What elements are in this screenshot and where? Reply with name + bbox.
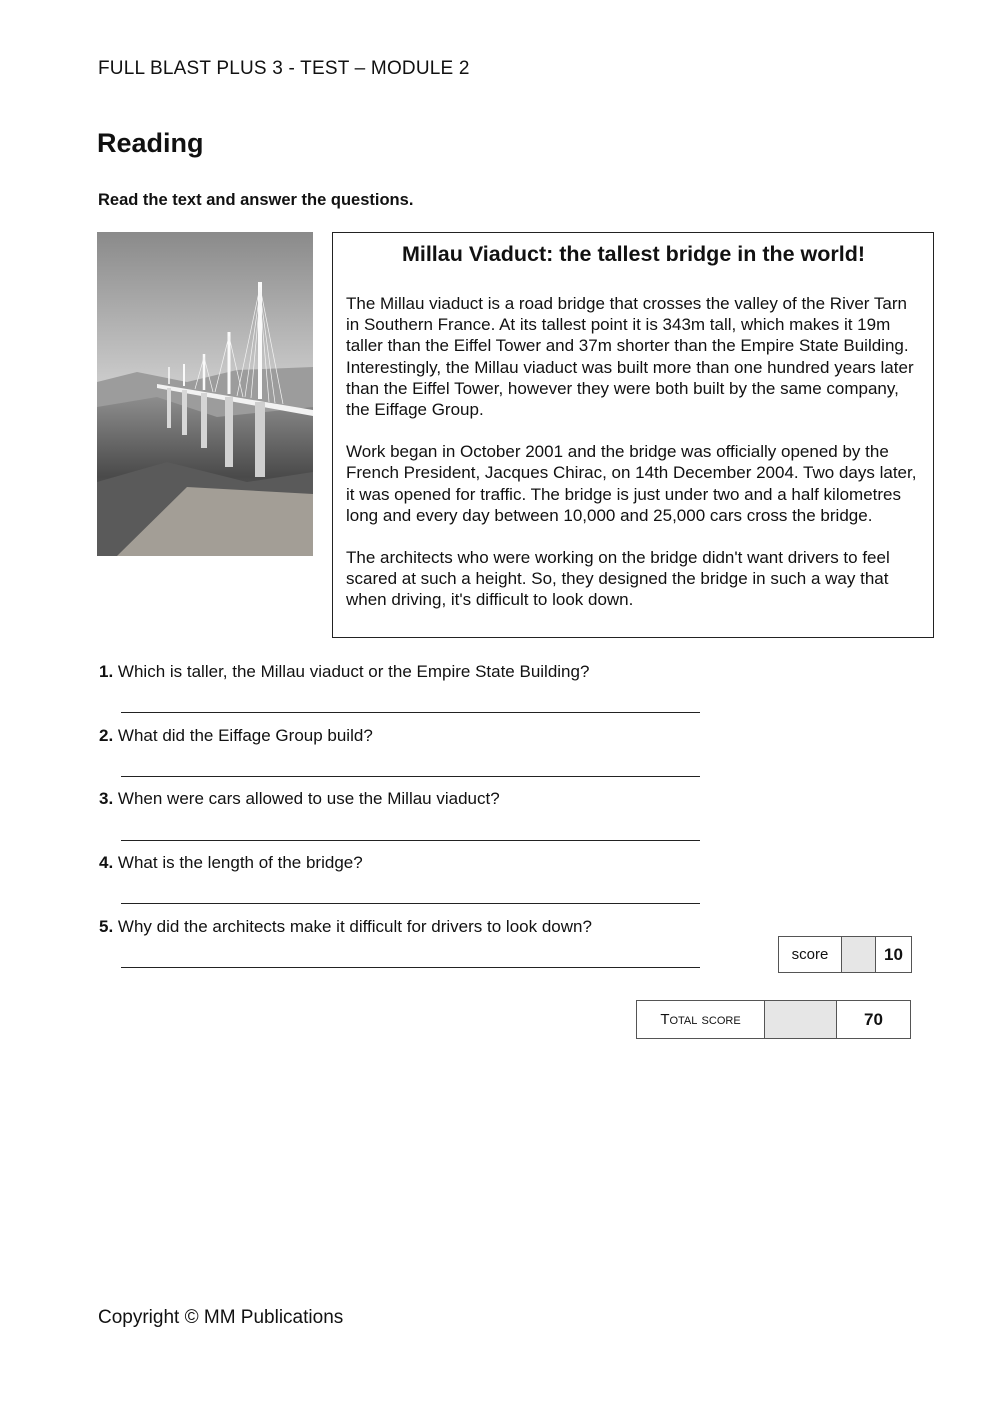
answer-line-2[interactable] xyxy=(121,776,700,777)
answer-line-4[interactable] xyxy=(121,903,700,904)
score-max: 10 xyxy=(876,937,912,973)
score-input[interactable] xyxy=(842,937,876,973)
question-number: 4. xyxy=(99,853,114,872)
total-score-label: Total score xyxy=(637,1001,765,1039)
article-paragraph: Work began in October 2001 and the bridge was officially opened by the French President, Jacques Chirac, on 14th December 2004. Two days later, it was opened for traffic. The bridge is just under two and a half kilometres long and every day between 10,000 and 25,000 cars cross the bridge. xyxy=(346,442,917,525)
question-number: 3. xyxy=(99,789,114,808)
question-4 xyxy=(99,853,363,873)
question-2 xyxy=(99,726,373,746)
total-score-input[interactable] xyxy=(765,1001,837,1039)
question-5 xyxy=(99,917,592,937)
question-text: What is the length of the bridge? xyxy=(117,853,363,872)
question-text: Why did the architects make it difficult for drivers to look down? xyxy=(117,917,592,936)
article-title: Millau Viaduct: the tallest bridge in the world! xyxy=(401,242,866,266)
total-score-box xyxy=(636,1000,911,1039)
question-1 xyxy=(99,662,589,682)
answer-line-5[interactable] xyxy=(121,967,700,968)
question-text: When were cars allowed to use the Millau viaduct? xyxy=(117,789,500,808)
copyright: Copyright © MM Publications xyxy=(98,1307,344,1328)
score-box xyxy=(778,936,912,973)
question-number: 5. xyxy=(99,917,114,936)
instruction: Read the text and answer the questions. xyxy=(98,191,414,209)
section-title: Reading xyxy=(97,128,204,158)
score-label: score xyxy=(779,937,842,973)
article-paragraph: The architects who were working on the bridge didn't want drivers to feel scared at such a height. So, they designed the bridge in such a way that when driving, it's difficult to look down. xyxy=(346,548,890,610)
question-text: What did the Eiffage Group build? xyxy=(117,726,373,745)
answer-line-1[interactable] xyxy=(121,712,700,713)
article-box xyxy=(332,232,934,638)
question-number: 2. xyxy=(99,726,114,745)
question-number: 1. xyxy=(99,662,114,681)
page-header: FULL BLAST PLUS 3 - TEST – MODULE 2 xyxy=(98,58,470,79)
answer-line-3[interactable] xyxy=(121,840,700,841)
question-3 xyxy=(99,789,500,809)
article-paragraph: The Millau viaduct is a road bridge that crosses the valley of the River Tarn in Southern France. At its tallest point it is 343m tall, which makes it 19m taller than the Eiffel Tower and 37m shorter than the Empire State Building. Interestingly, the Millau viaduct was built more than one hundred years later than the Eiffel Tower, however they were both built by the same company, the Eiffage Group. xyxy=(346,294,914,420)
bridge-photo xyxy=(97,232,313,556)
question-text: Which is taller, the Millau viaduct or the Empire State Building? xyxy=(117,662,590,681)
total-score-max: 70 xyxy=(837,1001,911,1039)
